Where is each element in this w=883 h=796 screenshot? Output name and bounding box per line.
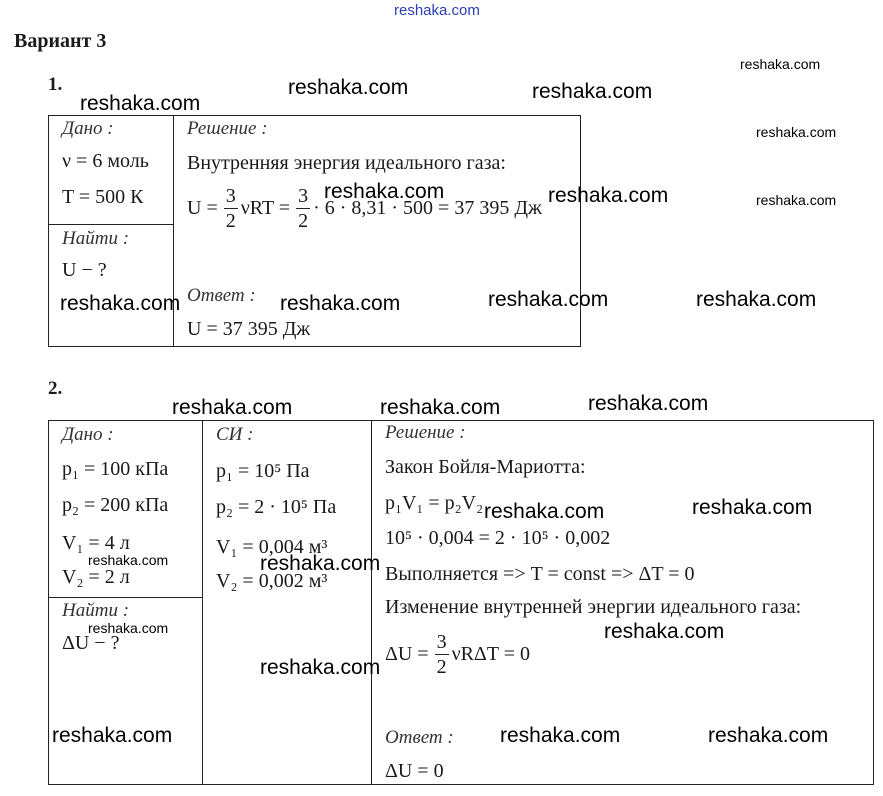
- p2-energy-lhs: ΔU =: [385, 643, 429, 665]
- p2-energy-formula: [385, 632, 530, 677]
- p2-table-divider-1: [202, 420, 203, 785]
- watermark: reshaka.com: [756, 192, 837, 208]
- p1-given-label: Дано :: [62, 118, 114, 139]
- p2-si-V2: V₂ = 0,002 м³: [216, 570, 328, 592]
- p1-formula-rhs: · 6 · 8,31 · 500 = 37 395 Дж: [313, 197, 542, 219]
- p2-energy-change-text: Изменение внутренней энергии идеального газа:: [385, 596, 802, 618]
- watermark: reshaka.com: [88, 552, 169, 568]
- p2-given-p1: p₁ = 100 кПа: [62, 458, 169, 480]
- watermark: reshaka.com: [52, 724, 173, 747]
- watermark: reshaka.com: [260, 552, 381, 575]
- p2-find-label: Найти :: [62, 600, 130, 621]
- problem-2-number: 2.: [48, 378, 63, 399]
- watermark: reshaka.com: [604, 620, 725, 643]
- p1-table-right: [580, 115, 581, 347]
- watermark: reshaka.com: [88, 620, 169, 636]
- watermark: reshaka.com: [696, 288, 817, 311]
- watermark: reshaka.com: [588, 392, 709, 415]
- watermark: reshaka.com: [288, 76, 409, 99]
- p1-formula-frac1: [224, 186, 238, 231]
- p2-law-formula: p₁V₁ = p₂V₂: [385, 492, 484, 514]
- watermark: reshaka.com: [756, 124, 837, 140]
- p2-law-text: Закон Бойля-Мариотта:: [385, 456, 586, 478]
- p1-formula-frac2: [296, 186, 310, 231]
- watermark: reshaka.com: [324, 180, 445, 203]
- p2-table-top: [48, 420, 874, 421]
- p1-find-label: Найти :: [62, 228, 130, 249]
- watermark: reshaka.com: [488, 288, 609, 311]
- p2-table-right: [873, 420, 874, 785]
- p1-answer-label: Ответ :: [187, 285, 256, 306]
- p2-solution-label: Решение :: [385, 422, 466, 443]
- p1-solution-text: Внутренняя энергия идеального газа:: [187, 152, 506, 174]
- p2-given-find-divider: [48, 597, 203, 598]
- watermark: reshaka.com: [60, 292, 181, 315]
- watermark: reshaka.com: [260, 656, 381, 679]
- p1-formula-mid: νRT =: [240, 197, 291, 219]
- variant-title: Вариант 3: [14, 30, 107, 52]
- p2-energy-frac: [435, 632, 449, 677]
- p2-energy-rhs: νRΔT = 0: [451, 643, 530, 665]
- problem-1-number: 1.: [48, 74, 63, 95]
- p1-given-find-divider: [48, 224, 174, 225]
- watermark: reshaka.com: [80, 92, 201, 115]
- p2-answer-value: ΔU = 0: [385, 760, 444, 782]
- watermark: reshaka.com: [500, 724, 621, 747]
- p2-si-p1: p₁ = 10⁵ Па: [216, 460, 310, 482]
- watermark: reshaka.com: [172, 396, 293, 419]
- p1-table-left: [48, 115, 49, 347]
- p1-frac2-num: 3: [298, 185, 309, 207]
- p2-given-p2: p₂ = 200 кПа: [62, 494, 169, 516]
- p2-given-label: Дано :: [62, 424, 114, 445]
- p1-find-value: U − ?: [62, 259, 107, 281]
- watermark: reshaka.com: [548, 184, 669, 207]
- p2-find-value: ΔU − ?: [62, 632, 120, 654]
- p2-energy-frac-den: 2: [436, 656, 447, 678]
- p2-table-divider-2: [371, 420, 372, 785]
- p1-frac2-den: 2: [298, 210, 309, 232]
- p2-energy-frac-num: 3: [436, 631, 447, 653]
- p1-solution-label: Решение :: [187, 118, 268, 139]
- p2-given-V1: V₁ = 4 л: [62, 532, 130, 554]
- p2-given-V2: V₂ = 2 л: [62, 566, 130, 588]
- p2-si-p2: p₂ = 2 · 10⁵ Па: [216, 496, 337, 518]
- p2-conclusion: Выполняется => T = const => ΔT = 0: [385, 563, 695, 585]
- watermark: reshaka.com: [280, 292, 401, 315]
- p2-answer-label: Ответ :: [385, 727, 454, 748]
- p2-numeric-check: 10⁵ · 0,004 = 2 · 10⁵ · 0,002: [385, 527, 611, 549]
- watermark: reshaka.com: [708, 724, 829, 747]
- p1-given-T: T = 500 К: [62, 186, 144, 208]
- watermark: reshaka.com: [532, 80, 653, 103]
- watermark: reshaka.com: [380, 396, 501, 419]
- p2-table-left: [48, 420, 49, 785]
- p2-si-label: СИ :: [216, 424, 254, 445]
- p1-table-bottom: [48, 346, 581, 347]
- p1-frac1-num: 3: [225, 185, 236, 207]
- p1-answer-value: U = 37 395 Дж: [187, 318, 311, 340]
- p1-frac1-den: 2: [225, 210, 236, 232]
- p2-si-V1: V₁ = 0,004 м³: [216, 536, 328, 558]
- watermark: reshaka.com: [692, 496, 813, 519]
- p1-given-nu: ν = 6 моль: [62, 150, 149, 172]
- watermark: reshaka.com: [484, 500, 605, 523]
- p2-table-bottom: [48, 784, 874, 785]
- site-link[interactable]: reshaka.com: [394, 2, 480, 19]
- watermark: reshaka.com: [740, 56, 821, 72]
- p1-formula-lhs: U =: [187, 197, 218, 219]
